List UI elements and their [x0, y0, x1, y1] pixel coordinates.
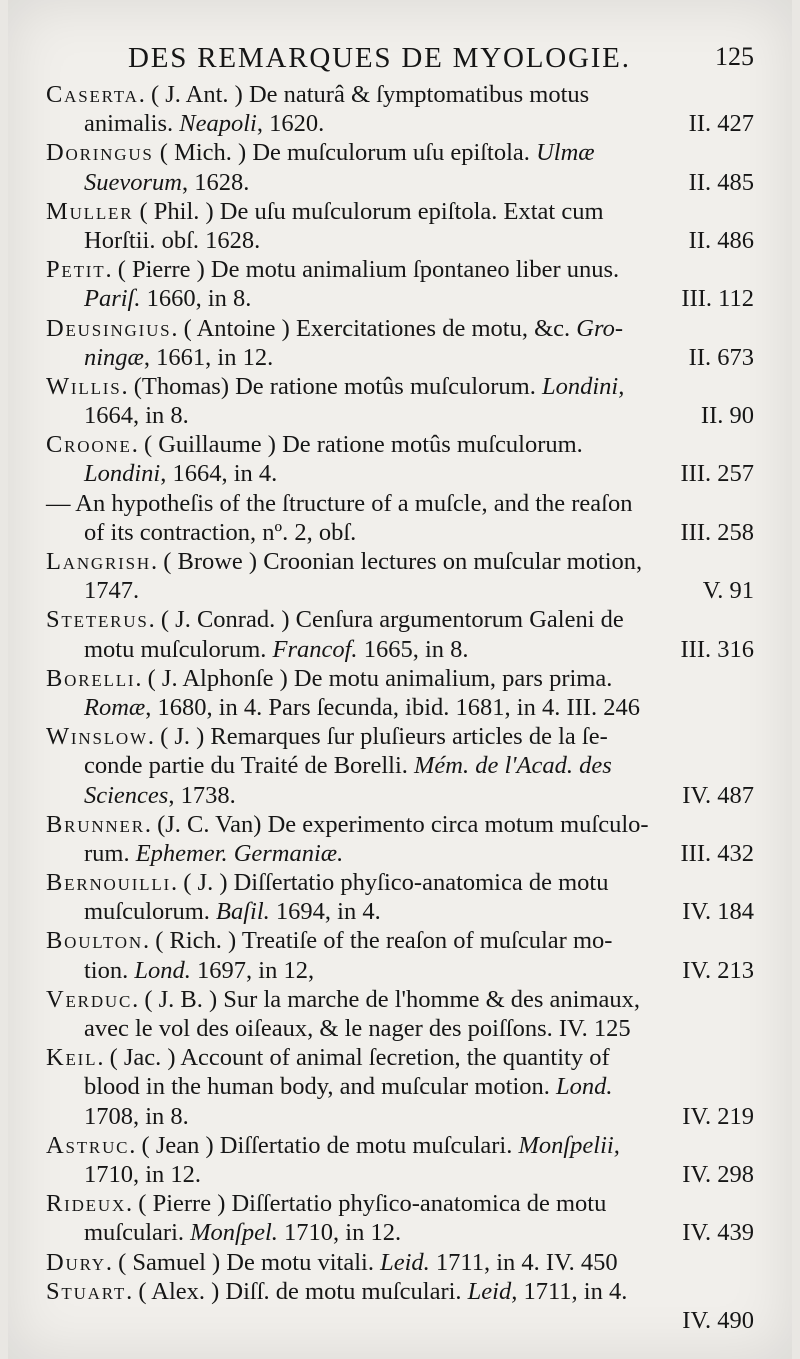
entry-first-line: [46, 810, 754, 839]
entry-ref: II. 486: [688, 226, 754, 254]
entry-name: Steterus: [46, 606, 149, 634]
entry-first-line: [46, 1277, 754, 1306]
entry-name: Keil: [46, 1044, 98, 1072]
entry-text: . ( J. ) Remarques ſur pluſieurs articles de la ſe-: [147, 723, 608, 751]
entry-name: Muller: [46, 197, 134, 225]
entry-italic: Gro-: [576, 314, 623, 342]
entry-text: ( Phil. ) De uſu muſculorum epiſtola. Extat cum: [133, 197, 604, 225]
entry-ref: III. 112: [681, 285, 754, 313]
entry-continuation-line: [46, 168, 754, 197]
entry-italic: Suevorum: [84, 168, 182, 196]
entry-tail: 1694, in 4.: [269, 898, 381, 926]
entry-text: conde partie du Traité de Borelli.: [84, 752, 414, 780]
entry-text: ( Mich. ) De muſculorum uſu epiſtola.: [153, 139, 537, 167]
entry-text: . ( J. ) Diſſertatio phyſico-anatomica de motu: [171, 869, 609, 897]
entry-continuation-line: [46, 956, 754, 985]
entry-ref: III. 258: [680, 518, 754, 546]
entry-text: 1664, in 8.: [84, 402, 189, 430]
entry-ref: V. 91: [702, 577, 754, 605]
entry-name: Winslow: [46, 723, 148, 751]
entry-first-line: [46, 80, 754, 109]
entry-text: . (J. C. Van) De experimento circa motum muſculo-: [144, 810, 649, 838]
entry-ref: III. 432: [680, 839, 754, 867]
entry-text: . ( Alex. ) Diſſ. de motu muſculari.: [126, 1277, 468, 1305]
entry-text: Horſtii. obſ. 1628.: [84, 226, 261, 254]
entry-continuation-line: [46, 459, 754, 488]
entry-name: Deusingius: [46, 314, 172, 342]
entry-ref: III. 316: [680, 635, 754, 663]
entry-tail: , 1680, in 4. Pars ſecunda, ibid. 1681, in 4. III. 246: [145, 693, 640, 721]
entry-tail: 1660, in 8.: [140, 285, 252, 313]
entry-italic: Ulmæ: [536, 139, 595, 167]
entry-tail: 1711, in 4.: [517, 1277, 628, 1305]
entry-continuation-line: [46, 693, 754, 722]
entry-tail: 1665, in 8.: [357, 635, 469, 663]
entry-text: . ( Rich. ) Treatiſe of the reaſon of muſcular mo-: [142, 927, 613, 955]
entry-name: Borelli: [46, 664, 136, 692]
book-page: [8, 0, 792, 1359]
entry-ref: II. 90: [700, 402, 754, 430]
entry-continuation-line: [46, 401, 754, 430]
entry-tail: 1711, in 4. IV. 450: [429, 1248, 618, 1276]
entry-tail: , 1620.: [256, 110, 325, 138]
entry-italic: Leid.: [380, 1248, 430, 1276]
entry-first-line: [46, 430, 754, 459]
entry-text: of its contraction, nº. 2, obſ.: [84, 518, 357, 546]
entry-text: . ( Samuel ) De motu vitali.: [105, 1248, 381, 1276]
entry-tail: , 1664, in 4.: [160, 460, 278, 488]
entry-first-line: [46, 1248, 754, 1277]
entry-first-line: [46, 1189, 754, 1218]
bibliography-list: [46, 80, 754, 1335]
entry-text: . ( Guillaume ) De ratione motûs muſculorum.: [131, 431, 583, 459]
entry-first-line: [46, 985, 754, 1014]
entry-text: muſculari.: [84, 1219, 191, 1247]
entry-name: Doringus: [46, 139, 154, 167]
entry-ref: III. 257: [680, 460, 754, 488]
entry-text: . ( Jac. ) Account of animal ſecretion, the quantity of: [97, 1044, 610, 1072]
entry-continuation-line: [46, 1014, 754, 1043]
entry-first-line: [46, 372, 754, 401]
entry-italic: Mém. de l'Acad. des: [414, 752, 612, 780]
entry-continuation-line: [46, 1218, 754, 1247]
entry-continuation-line: [46, 226, 754, 255]
entry-italic: Sciences: [84, 781, 169, 809]
entry-tail: 1710, in 12.: [277, 1219, 402, 1247]
entry-name: Verduc: [46, 985, 133, 1013]
entry-text: . ( Pierre ) De motu animalium ſpontaneo liber unus.: [105, 256, 620, 284]
entry-text: . ( J. Conrad. ) Cenſura argumentorum Galeni de: [148, 606, 624, 634]
entry-continuation-line: [46, 635, 754, 664]
entry-name: Petit: [46, 256, 106, 284]
entry-first-line: [46, 138, 754, 167]
entry-text: muſculorum.: [84, 898, 217, 926]
entry-continuation-line: [46, 1072, 754, 1101]
entry-text: motu muſculorum.: [84, 635, 273, 663]
entry-text: . ( Browe ) Croonian lectures on muſcular motion,: [150, 548, 643, 575]
entry-ref: IV. 298: [682, 1160, 754, 1188]
entry-italic: Leid,: [467, 1277, 518, 1305]
entry-first-line: [46, 547, 754, 576]
entry-name: Bernouilli: [46, 869, 171, 897]
running-title: DES REMARQUES DE MYOLOGIE.: [128, 42, 631, 74]
entry-text: . ( Antoine ) Exercitationes de motu, &c.: [171, 314, 577, 342]
entry-continuation-line: [46, 897, 754, 926]
entry-text: . ( J. Alphonſe ) De motu animalium, pars prima.: [135, 664, 613, 692]
entry-name: Rideux: [46, 1190, 127, 1218]
entry-italic: ningæ: [84, 343, 144, 371]
entry-ref: IV. 439: [682, 1219, 754, 1247]
entry-first-line: [46, 926, 754, 955]
entry-name: Brunner: [46, 810, 145, 838]
entry-name: Boulton: [46, 927, 143, 955]
entry-first-line: [46, 314, 754, 343]
entry-name: Dury: [46, 1248, 106, 1276]
entry-text: — An hypotheſis of the ſtructure of a muſcle, and the reaſon: [46, 489, 633, 517]
entry-text: 1747.: [84, 577, 140, 605]
entry-text: . ( Jean ) Diſſertatio de motu muſculari.: [129, 1131, 519, 1159]
entry-italic: Ephemer. Germaniæ.: [135, 839, 344, 867]
entry-name: Caserta: [46, 81, 139, 108]
entry-first-line: [46, 197, 754, 226]
entry-continuation-line: [46, 284, 754, 313]
entry-text: . (Thomas) De ratione motûs muſculorum.: [121, 372, 542, 400]
entry-first-line: [46, 255, 754, 284]
entry-italic: Londini: [84, 460, 161, 488]
entry-continuation-line: [46, 1102, 754, 1131]
entry-italic: Monſpelii,: [518, 1131, 620, 1159]
entry-first-line: [46, 1131, 754, 1160]
entry-tail: , 1661, in 12.: [143, 343, 274, 371]
entry-italic: Neapoli: [179, 110, 257, 138]
entry-text: . ( J. Ant. ) De naturâ & ſymptomatibus motus: [138, 81, 590, 108]
entry-first-line: [46, 722, 754, 751]
entry-text: . ( J. B. ) Sur la marche de l'homme & des animaux,: [132, 985, 641, 1013]
entry-continuation-line: [46, 1306, 754, 1335]
entry-tail: 1697, in 12,: [190, 956, 315, 984]
entry-continuation-line: [46, 839, 754, 868]
entry-text: avec le vol des oiſeaux, & le nager des poiſſons. IV. 125: [84, 1015, 631, 1042]
entry-text: animalis.: [84, 110, 180, 138]
entry-continuation-line: [46, 518, 754, 547]
entry-ref: IV. 487: [682, 781, 754, 809]
page-number: 125: [715, 42, 754, 71]
running-header: [48, 36, 754, 76]
entry-italic: Baſil.: [216, 898, 270, 926]
entry-name: Stuart: [46, 1277, 127, 1305]
entry-first-line: [46, 664, 754, 693]
entry-continuation-line: [46, 781, 754, 810]
entry-continuation-line: [46, 751, 754, 780]
entry-text: tion.: [84, 956, 135, 984]
entry-italic: Lond.: [134, 956, 191, 984]
entry-name: Langrish: [46, 548, 151, 575]
entry-ref: IV. 219: [682, 1102, 754, 1130]
entry-first-line: [46, 1043, 754, 1072]
entry-text: 1708, in 8.: [84, 1102, 189, 1130]
entry-name: Croone: [46, 431, 132, 459]
entry-italic: Pariſ.: [84, 285, 141, 313]
entry-tail: , 1738.: [168, 781, 236, 809]
entry-ref: IV. 213: [682, 956, 754, 984]
entry-italic: Francof.: [272, 635, 358, 663]
entry-first-line: [46, 868, 754, 897]
entry-name: Willis: [46, 372, 122, 400]
entry-continuation-line: [46, 489, 754, 518]
entry-ref: IV. 184: [682, 898, 754, 926]
entry-italic: Monſpel.: [190, 1219, 278, 1247]
entry-name: Astruc: [46, 1131, 130, 1159]
entry-italic: Romæ: [84, 693, 146, 721]
entry-italic: Lond.: [556, 1073, 613, 1101]
entry-text: rum.: [84, 839, 136, 867]
entry-text: . ( Pierre ) Diſſertatio phyſico-anatomica de motu: [126, 1190, 607, 1218]
entry-ref: II. 485: [688, 168, 754, 196]
entry-first-line: [46, 605, 754, 634]
entry-ref: II. 673: [688, 343, 754, 371]
entry-continuation-line: [46, 343, 754, 372]
entry-continuation-line: [46, 109, 754, 138]
entry-text: 1710, in 12.: [84, 1160, 202, 1188]
entry-continuation-line: [46, 1160, 754, 1189]
entry-tail: , 1628.: [181, 168, 250, 196]
entry-text: blood in the human body, and muſcular motion.: [84, 1073, 557, 1101]
entry-continuation-line: [46, 576, 754, 605]
entry-italic: Londini,: [541, 372, 625, 400]
entry-ref: II. 427: [688, 110, 754, 138]
entry-ref: IV. 490: [682, 1306, 754, 1334]
